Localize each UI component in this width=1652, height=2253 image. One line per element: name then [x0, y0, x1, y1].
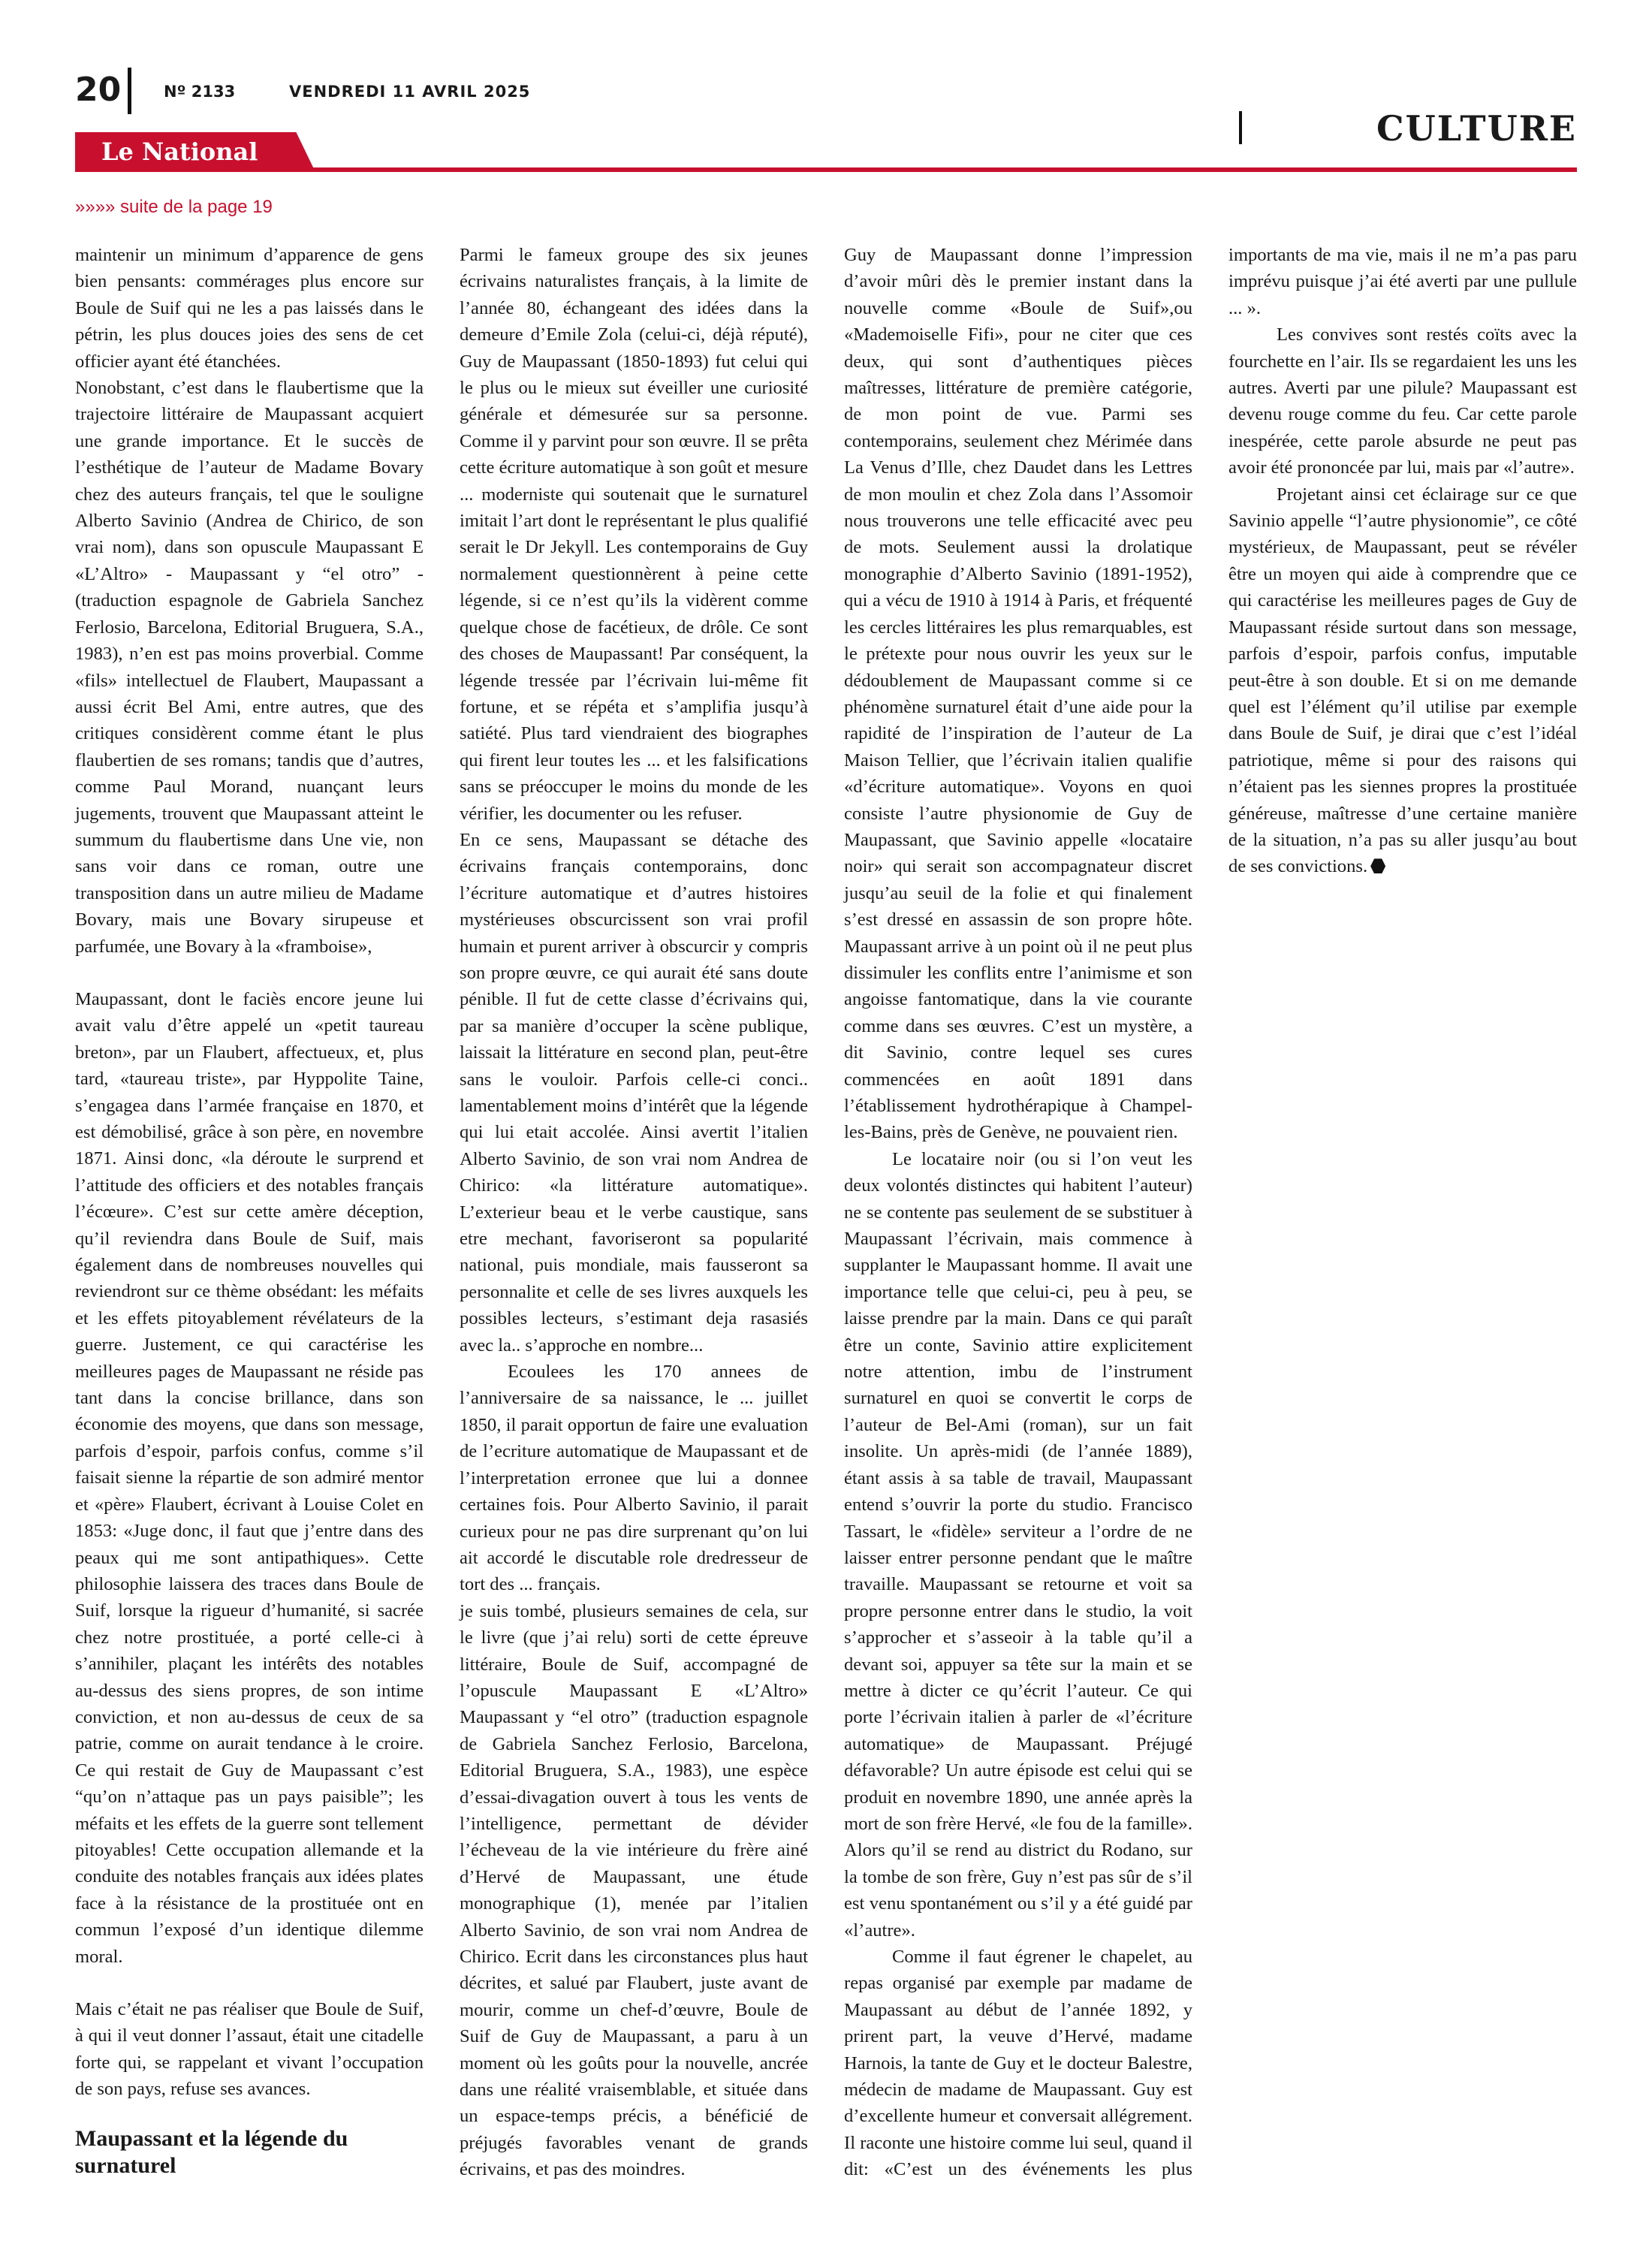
article-paragraph-text: Projetant ainsi cet éclairage sur ce que Savinio appelle “l’autre physionomie”, ce côté mystérieux, de Maupassant, peut se révéler être un moyen qui aide à comprendre que ce qui caractérise les meilleures pages de Guy de Maupassant réside surtout dans son message, parfois d’espoir, parfois confus, imputable peut-être à son double. Et si on me demande quel est l’élément qu’il utilise par exemple dans Boule de Suif, je dirai que c’est l’idéal patriotique, même si pour des raisons qui n’étaient pas les siennes propres la prostituée généreuse, maîtresse d’une certaine manière de la situation, n’a pas su aller jusqu’au bout de ses convictions.	[1228, 484, 1577, 877]
issue-number: Nº 2133	[164, 83, 236, 101]
article-paragraph: maintenir un minimum d’apparence de gens bien pensants: commérages plus encore sur Boule de Suif qui ne les a pas laissés dans le pétrin, les plus douces joies des sens de cet officier ayant été étanchées.	[75, 245, 424, 372]
end-of-article-icon	[1370, 858, 1385, 873]
article-paragraph: Le locataire noir (ou si l’on veut les deux volontés distinctes qui habitent l’auteur) ne se contente pas seulement de se substituer à Maupassant l’écrivain, mais commence à supplanter le Maupassant homme. Il avait une importance telle que celui-ci, peu à peu, se laisse prendre par la main. Dans ce qui paraît être un conte, Savinio attire explicitement notre attention, imbu de l’instrument surnaturel en quoi se convertit le corps de l’auteur de Bel-Ami (roman), sur un fait insolite. Un après-midi (de l’année 1889), étant assis à sa table de travail, Maupassant entend s’ouvrir la porte du studio. Francisco Tassart, le «fidèle» serviteur a l’ordre de ne laisser entrer personne pendant que le maître travaille. Maupassant se retourne et voit sa propre personne entrer dans le studio, la voit s’approcher et s’asseoir à la table qu’il a devant soi, appuyer sa tête sur la main et se mettre à dicter ce qu’écrit l’auteur. Ce qui porte l’écrivain italien à parler de «l’écriture automatique» de Maupassant. Préjugé défavorable? Un autre épisode est celui qui se produit en novembre 1890, une année après la mort de son frère Hervé, «le fou de la famille». Alors qu’il se rend au district du Rodano, sur la tombe de son frère, Guy n’est pas sûr de s’il est venu spontanément ou s’il y a été guidé par «l’autre».	[844, 1148, 1192, 1941]
article-paragraph: Ecoulees les 170 annees de l’anniversaire de sa naissance, le ... juillet 1850, il parait opportun de faire une evaluation de l’ecriture automatique de Maupassant et de l’interpretation erronee que lui a donnee certaines fois. Pour Alberto Savinio, il parait curieux pour ne pas dire surprenant qu’on lui ait accordé le discutable role dredresseur de tort des ... français.	[460, 1362, 808, 1595]
page-number-divider	[128, 68, 131, 114]
page-number: 20	[75, 71, 122, 109]
article-paragraph: Guy de Maupassant donne l’impression d’avoir mûri dès le premier instant dans la nouvelle comme «Boule de Suif»,ou «Mademoiselle Fifi», pour ne citer que ces deux, qui sont d’authentiques pièces maîtresses, littérature de première catégorie, de mon point de vue. Parmi ses contemporains, seulement chez Mérimée dans La Venus d’Ille, chez Daudet dans les Lettres de mon moulin et chez Zola dans l’Assomoir nous trouverons une telle efficacité avec peu de mots. Seulement aussi la drolatique monographie d’Alberto Savinio (1891-1952), qui a vécu de 1910 à 1914 à Paris, et fréquenté les cercles littéraires les plus remarquables, est le prétexte pour nous ouvrir les yeux sur le dédoublement de Maupassant comme si ce phénomène surnaturel était d’une aide pour la rapidité de l’inspiration de l’auteur de La Maison Tellier, que l’écrivain italien qualifie «d’écriture automatique». Voyons en quoi consiste l’autre physionomie de Guy de Maupassant, que Savinio appelle «locataire noir» qui serait son accompagnateur discret jusqu’au seuil de la folie et qui finalement s’est dressé en assassin de son propre hôte. Maupassant arrive à un point où il ne peut plus dissimuler les conflits entre l’animisme et son angoisse fantomatique, dans la vie courante comme dans ses œuvres. C’est un mystère, a dit Savinio, contre lequel ses cures commencées en août 1891 dans l’établissement hydrothérapique à Champel-les-Bains, près de Genève, ne pouvaient rien.	[844, 245, 1192, 1143]
article-paragraph: Comme il faut égrener le chapelet, au repas organisé par exemple par madame de Maupassant au début de l’année 1892, y prirent part, la veuve d’Hervé, madame Harnois, la tante de Guy et le docteur Balestre, médecin de madame de Maupassant. Guy est d’excellente humeur et conversait allégrement. Il raconte une histoire comme lui seul, quand il dit: «C’est un des événements les plus importants de ma vie, mais il ne m’a pas paru imprévu puisque j’ai été averti par une pullule ... ».	[844, 245, 1577, 2180]
article-paragraph: je suis tombé, plusieurs semaines de cela, sur le livre (que j’ai relu) sorti de cette épreuve littéraire, Boule de Suif, accompagné de l’opuscule Maupassant E «L’Altro» Maupassant y “el otro” (traduction espagnole de Gabriela Sanchez Ferlosio, Barcelona, Editorial Bruguera, S.A., 1983), une espèce d’essai-divagation ouvert à tous les vents de l’intelligence, permettant de dévider l’écheveau de la vie intérieure du frère ainé d’Hervé de Maupassant, une étude monographique (1), menée par l’italien Alberto Savinio, de son vrai nom Andrea de Chirico. Ecrit dans les circonstances plus haut décrites, et salué par Flaubert, juste avant de mourir, comme un chef-d’œuvre, Boule de Suif de Guy de Maupassant, a paru à un moment où les goûts pour la nouvelle, ancrée dans une réalité vraisemblable, et située dans un espace-temps précis, a bénéficié de préjugés favorables venant de grands écrivains, et pas des moindres.	[460, 1600, 808, 2180]
article-paragraph: Les convives sont restés coïts avec la fourchette en l’air. Ils se regardaient les uns les autres. Averti par une pilule? Maupassant est devenu rouge comme du feu. Car cette parole inespérée, cette parole absurde ne peut pas avoir été prononcée par lui, mais par «l’autre».	[1228, 324, 1577, 478]
article-paragraph: Parmi le fameux groupe des six jeunes écrivains naturalistes français, à la limite de l’année 80, échangeant des idées dans la demeure d’Emile Zola (celui-ci, déjà réputé), Guy de Maupassant (1850-1893) fut celui qui le plus ou le mieux sut éveiller une curiosité générale et démesurée sur sa personne. Comme il y parvint pour son œuvre. Il se prêta cette écriture automatique à son goût et mesure ... moderniste qui soutenait que le surnaturel imitait l’art dont le représentant le plus qualifié serait le Dr Jekyll. Les contemporains de Guy normalement questionnèrent à peine cette légende, si ce n’est qu’ils la vidèrent comme quelque chose de facétieux, de drôle. Ce sont des choses de Maupassant! Par conséquent, la légende tressée par l’écrivain lui-même fit fortune, et se répéta et s’amplifia jusqu’à satiété. Plus tard viendraient des biographes qui firent leur toutes les ... et les falsifications sans se préoccuper le moins du monde de les vérifier, les documenter ou les refuser.	[460, 245, 808, 824]
section-divider	[1239, 111, 1242, 144]
masthead	[0, 0, 1652, 195]
article-paragraph: En ce sens, Maupassant se détache des écrivains français contemporains, donc l’écriture automatique et d’autres histoires mystérieuses obscurcissent son vrai profil humain et purent arriver à obscurcir y compris son propre œuvre, ce qui aurait été sans doute pénible. Il fut de cette classe d’écrivains qui, par sa manière d’occuper la scène publique, laissait la littérature en second plan, peut-être sans le vouloir. Parfois celle-ci conci.. lamentablement moins d’intérêt que la légende qui lui etait accolée. Ainsi avertit l’italien Alberto Savinio, de son vrai nom Andrea de Chirico: «la littérature automatique». L’exterieur beau et le verbe caustique, sans etre mechant, favoriseront sa popularité national, puis mondiale, mais fausseront sa personnalite et celle de ses livres auxquels les possibles lecteurs, s’estimant deja rasasiés avec la.. s’approche en nombre...	[460, 829, 808, 1356]
article-paragraph: Maupassant, dont le faciès encore jeune lui avait valu d’être appelé un «petit taureau breton», par un Flaubert, affectueux, et, plus tard, «taureau triste», par Hyppolite Taine, s’engagea dans l’armée française en 1870, et est démobilisé, grâce à son père, en novembre 1871. Ainsi donc, «la déroute le surprend et l’attitude des officiers et des notables français l’écœure». C’est sur cette amère déception, qu’il reviendra dans Boule de Suif, mais également dans de nombreuses nouvelles qui reviendront sur ce thème obsédant: les méfaits et les effets pitoyablement révélateurs de la guerre. Justement, ce qui caractérise les meilleures pages de Maupassant ne réside pas tant dans la concise brillance, dans son économie des moyens, que dans son message, parfois d’espoir, parfois confus, comme s’il faisait sienne la répartie de son admiré mentor et «père» Flaubert, écrivant à Louise Colet en 1853: «Juge donc, il faut que j’entre dans des peaux qui me sont antipathiques». Cette philosophie laissera des traces dans Boule de Suif, lorsque la rigueur d’humanité, si sacrée chez notre prostituée, a porté celle-ci à s’annihiler, plaçant les intérêts des notables au-dessus des siens propres, de son intime conviction, et non au-dessus de ceux de sa patrie, comme on aurait tendance à le croire. Ce qui restait de Guy de Maupassant c’est “qu’on n’attaque pas un pays paisible”; les méfaits et les effets de la guerre sont tellement pitoyables! Cette occupation allemande et la conduite des notables français aux idées plates face à la résistance de la prostituée ont en commun l’exposé d’un identique dilemme moral.	[75, 988, 424, 1967]
article-paragraph: Nonobstant, c’est dans le flaubertisme que la trajectoire littéraire de Maupassant acquiert une grande importance. Et le succès de l’esthétique de l’auteur de Madame Bovary chez des auteurs français, tel que le souligne Alberto Savinio (Andrea de Chirico, de son vrai nom), dans son opuscule Maupassant E «L’Altro» - Maupassant y “el otro” -(traduction espagnole de Gabriela Sanchez Ferlosio, Barcelona, Editorial Bruguera, S.A., 1983), n’en est pas moins proverbial. Comme «fils» intellectuel de Flaubert, Maupassant a aussi écrit Bel Ami, entre autres, que des critiques considèrent comme étant le plus flaubertien de ses romans; tandis que d’autres, comme Paul Morand, nuançant leurs jugements, trouvent que Maupassant atteint le summum du flaubertisme dans Une vie, non sans voir dans ce roman, outre une transposition dans un autre milieu de Madame Bovary, mais une Bovary sirupeuse et parfumée, une Bovary à la «framboise»,	[75, 378, 424, 957]
article-body	[75, 242, 1577, 2209]
newspaper-logo: Le National	[101, 137, 258, 166]
article-last-paragraph	[1228, 481, 1577, 880]
section-title: CULTURE	[1376, 108, 1577, 149]
article-paragraph: Mais c’était ne pas réaliser que Boule de Suif, à qui il veut donner l’assaut, était une citadelle forte qui, se rappelant et vivant l’occupation de son pays, refuse ses avances.	[75, 1999, 424, 2100]
publication-date: VENDREDI 11 AVRIL 2025	[289, 83, 531, 101]
article-subheading: Maupassant et la légende du surnaturel	[75, 2125, 348, 2178]
continued-from-note: »»»» suite de la page 19	[75, 197, 273, 217]
